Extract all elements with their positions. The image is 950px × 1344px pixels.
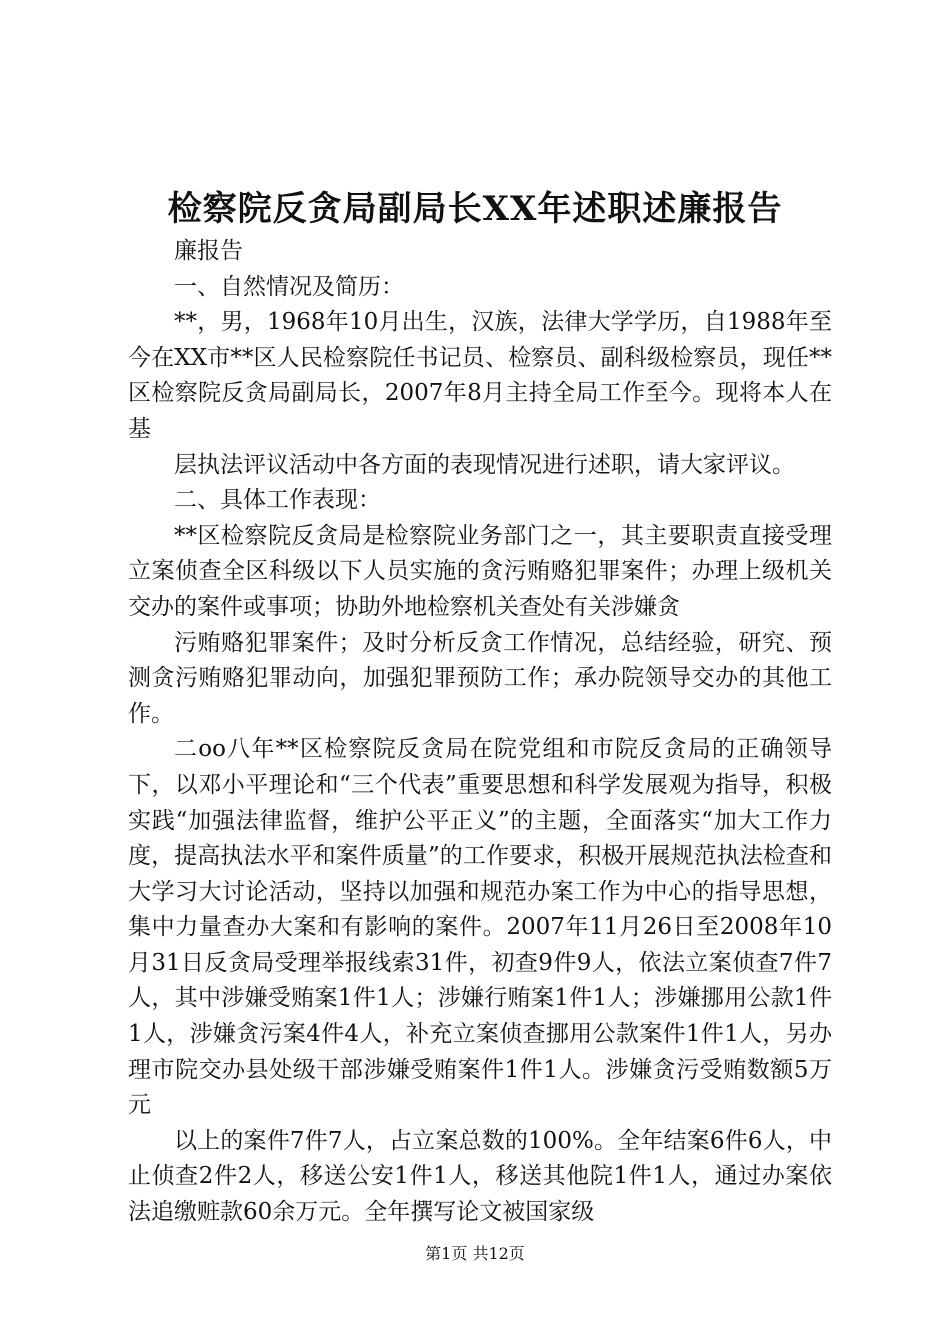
document-title: 检察院反贪局副局长XX年述职述廉报告 [167, 189, 783, 229]
paragraph: 层执法评议活动中各方面的表现情况进行述职，请大家评议。 [174, 451, 795, 478]
section-heading-1: 一、自然情况及简历： [174, 273, 404, 300]
document-body [128, 234, 832, 1231]
paragraph: **，男，1968年10月出生，汉族，法律大学学历，自1988年至今在XX市**区人民检察院任书记员、检察员、副科级检察员，现任**区检察院反贪局副局长，2007年8月主持全局工作至今。现将本人在基 [128, 309, 832, 442]
paragraph: 污贿赂犯罪案件；及时分析反贪工作情况，总结经验，研究、预测贪污贿赂犯罪动向，加强犯罪预防工作；承办院领导交办的其他工作。 [128, 629, 832, 727]
section-heading-2: 二、具体工作表现： [174, 487, 381, 514]
paragraph: 以上的案件7件7人，占立案总数的100%。全年结案6件6人，中止侦查2件2人，移送公安1件1人，移送其他院1件1人，通过办案依法追缴赃款60余万元。全年撰写论文被国家级 [128, 1127, 832, 1226]
paragraph: 二oo八年**区检察院反贪局在院党组和市院反贪局的正确领导下，以邓小平理论和“三个代表”重要思想和科学发展观为指导，积极实践“加强法律监督，维护公平正义”的主题，全面落实“加大工作力度，提高执法水平和案件质量”的工作要求，积极开展规范执法检查和大学习大讨论活动，坚持以加强和规范办案工作为中心的指导思想，集中力量查办大案和有影响的案件。2007年11月26日至2008年10月31日反贪局受理举报线索31件，初查9件9人，依法立案侦查7件7人，其中涉嫌受贿案1件1人；涉嫌行贿案1件1人；涉嫌挪用公款1件1人，涉嫌贪污案4件4人，补充立案侦查挪用公款案件1件1人，另办理市院交办县处级干部涉嫌受贿案件1件1人。涉嫌贪污受贿数额5万元 [128, 736, 832, 1119]
paragraph: **区检察院反贪局是检察院业务部门之一，其主要职责直接受理立案侦查全区科级以下人员实施的贪污贿赂犯罪案件；办理上级机关交办的案件或事项；协助外地检察机关查处有关涉嫌贪 [128, 522, 832, 620]
page-number-footer: 第1页 共12页 [425, 1244, 525, 1263]
paragraph-subtitle: 廉报告 [174, 238, 243, 264]
